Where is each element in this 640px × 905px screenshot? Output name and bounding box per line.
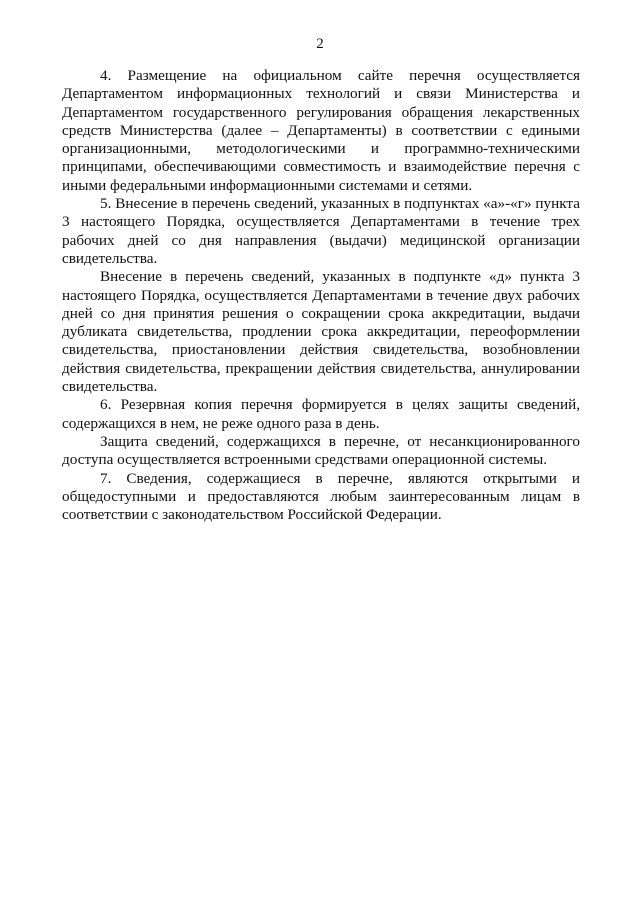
paragraph-item-5: 5. Внесение в перечень сведений, указанных в подпунктах «а»-«г» пункта 3 настоящего Порядка, осуществляется Департаментами в течение трех рабочих дней со дня направления (выдачи) медицинской организации свидетельства. [62, 195, 580, 267]
document-body [62, 67, 580, 524]
page-number: 2 [316, 36, 324, 52]
paragraph-item-4: 4. Размещение на официальном сайте перечня осуществляется Департаментом информационных технологий и связи Министерства и Департаментом государственного регулирования обращения лекарственных средств Министерства (далее – Департаменты) в соответствии с едиными организационными, методологическими и программно-техническими принципами, обеспечивающими совместимость и взаимодействие перечня с иными федеральными информационными системами и сетями. [62, 67, 580, 194]
paragraph-item-6-continued: Защита сведений, содержащихся в перечне, от несанкционированного доступа осуществляется встроенными средствами операционной системы. [62, 432, 580, 469]
paragraph-item-5-continued: Внесение в перечень сведений, указанных в подпункте «д» пункта 3 настоящего Порядка, осуществляется Департаментами в течение двух рабочих дней со дня принятия решения о сокращении срока аккредитации, выдачи дубликата свидетельства, продлении срока аккредитации, переоформлении свидетельства, приостановлении действия свидетельства, возобновлении действия свидетельства, прекращении действия свидетельства, аннулировании свидетельства. [62, 268, 580, 396]
paragraph-item-7: 7. Сведения, содержащиеся в перечне, являются открытыми и общедоступными и предоставляются любым заинтересованным лицам в соответствии с законодательством Российской Федерации. [62, 469, 580, 524]
paragraph-item-6: 6. Резервная копия перечня формируется в целях защиты сведений, содержащихся в нем, не реже одного раза в день. [62, 396, 580, 432]
